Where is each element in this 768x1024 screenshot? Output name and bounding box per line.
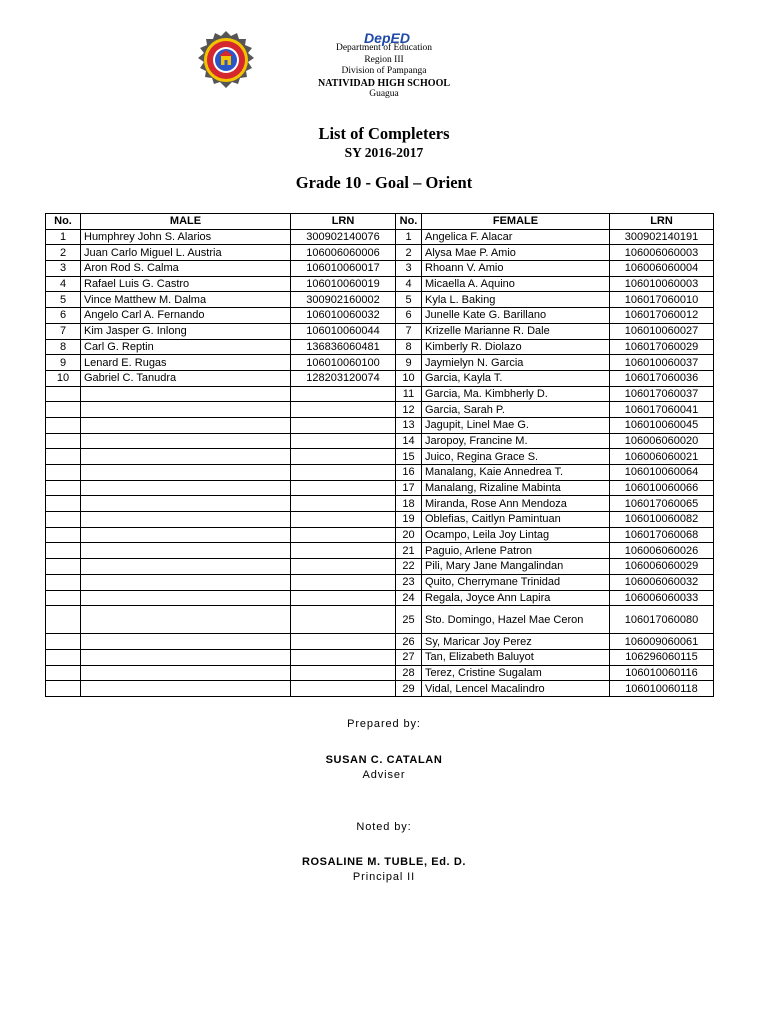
male-lrn-cell: 106010060019: [291, 276, 396, 292]
table-row: [46, 386, 714, 402]
section-title: Grade 10 - Goal – Orient: [295, 173, 473, 192]
female-no-cell: 13: [396, 417, 422, 433]
male-name-cell: Kim Jasper G. Inlong: [81, 323, 291, 339]
male-lrn-cell: 106010060044: [291, 323, 396, 339]
male-name-cell: [81, 417, 291, 433]
female-no-cell: 21: [396, 543, 422, 559]
male-name-cell: [81, 496, 291, 512]
female-name-cell: Angelica F. Alacar: [422, 229, 610, 245]
male-name-cell: [81, 574, 291, 590]
table-row: [46, 449, 714, 465]
female-name-cell: Miranda, Rose Ann Mendoza: [422, 496, 610, 512]
noted-by-label: Noted by:: [356, 821, 412, 833]
male-lrn-cell: [291, 433, 396, 449]
male-no-cell: [46, 449, 81, 465]
table-row: [46, 465, 714, 481]
male-no-cell: 3: [46, 261, 81, 277]
female-name-cell: Pili, Mary Jane Mangalindan: [422, 559, 610, 575]
header-no-female: No.: [396, 214, 422, 230]
adviser-role: Adviser: [362, 769, 406, 781]
header-line-department: Department of Education: [335, 43, 433, 53]
female-lrn-cell: 106006060021: [610, 449, 714, 465]
female-lrn-cell: 300902140191: [610, 229, 714, 245]
female-lrn-cell: 106006060004: [610, 261, 714, 277]
female-lrn-cell: 106010060116: [610, 665, 714, 681]
female-name-cell: Rhoann V. Amio: [422, 261, 610, 277]
male-name-cell: Rafael Luis G. Castro: [81, 276, 291, 292]
female-name-cell: Krizelle Marianne R. Dale: [422, 323, 610, 339]
female-no-cell: 24: [396, 590, 422, 606]
header-male: MALE: [81, 214, 291, 230]
female-lrn-cell: 106017060012: [610, 308, 714, 324]
table-row: [46, 355, 714, 371]
male-lrn-cell: [291, 606, 396, 634]
header-no-male: No.: [46, 214, 81, 230]
female-no-cell: 25: [396, 606, 422, 634]
header-lrn-female: LRN: [610, 214, 714, 230]
female-lrn-cell: 106010060003: [610, 276, 714, 292]
male-no-cell: [46, 649, 81, 665]
male-no-cell: 6: [46, 308, 81, 324]
female-lrn-cell: 106017060041: [610, 402, 714, 418]
male-no-cell: [46, 543, 81, 559]
male-name-cell: [81, 559, 291, 575]
female-lrn-cell: 106006060003: [610, 245, 714, 261]
completers-table: [45, 213, 714, 697]
male-lrn-cell: [291, 649, 396, 665]
male-name-cell: [81, 512, 291, 528]
female-no-cell: 22: [396, 559, 422, 575]
table-row: [46, 417, 714, 433]
female-name-cell: Kimberly R. Diolazo: [422, 339, 610, 355]
male-lrn-cell: 106010060017: [291, 261, 396, 277]
female-lrn-cell: 106017060080: [610, 606, 714, 634]
female-name-cell: Alysa Mae P. Amio: [422, 245, 610, 261]
female-lrn-cell: 106017060010: [610, 292, 714, 308]
female-no-cell: 5: [396, 292, 422, 308]
female-name-cell: Juico, Regina Grace S.: [422, 449, 610, 465]
male-lrn-cell: [291, 465, 396, 481]
male-no-cell: 8: [46, 339, 81, 355]
male-lrn-cell: 136836060481: [291, 339, 396, 355]
female-name-cell: Quito, Cherrymane Trinidad: [422, 574, 610, 590]
male-lrn-cell: 106010060100: [291, 355, 396, 371]
female-lrn-cell: 106010060045: [610, 417, 714, 433]
male-no-cell: [46, 386, 81, 402]
male-name-cell: Lenard E. Rugas: [81, 355, 291, 371]
female-lrn-cell: 106017060029: [610, 339, 714, 355]
male-name-cell: Carl G. Reptin: [81, 339, 291, 355]
female-no-cell: 20: [396, 527, 422, 543]
table-row: [46, 681, 714, 697]
table-row: [46, 276, 714, 292]
female-lrn-cell: 106017060037: [610, 386, 714, 402]
male-name-cell: Gabriel C. Tanudra: [81, 370, 291, 386]
male-no-cell: [46, 433, 81, 449]
male-name-cell: [81, 433, 291, 449]
male-name-cell: [81, 590, 291, 606]
male-no-cell: [46, 574, 81, 590]
female-name-cell: Micaella A. Aquino: [422, 276, 610, 292]
male-no-cell: [46, 665, 81, 681]
female-no-cell: 26: [396, 634, 422, 650]
male-name-cell: Vince Matthew M. Dalma: [81, 292, 291, 308]
male-no-cell: [46, 527, 81, 543]
female-name-cell: Jagupit, Linel Mae G.: [422, 417, 610, 433]
table-row: [46, 496, 714, 512]
male-name-cell: Humphrey John S. Alarios: [81, 229, 291, 245]
male-name-cell: [81, 634, 291, 650]
female-name-cell: Paguio, Arlene Patron: [422, 543, 610, 559]
male-no-cell: [46, 465, 81, 481]
male-name-cell: [81, 681, 291, 697]
male-no-cell: [46, 402, 81, 418]
female-no-cell: 8: [396, 339, 422, 355]
male-lrn-cell: 300902160002: [291, 292, 396, 308]
male-lrn-cell: [291, 512, 396, 528]
female-name-cell: Ocampo, Leila Joy Lintag: [422, 527, 610, 543]
male-name-cell: [81, 480, 291, 496]
female-lrn-cell: 106010060066: [610, 480, 714, 496]
male-lrn-cell: [291, 559, 396, 575]
female-lrn-cell: 106010060027: [610, 323, 714, 339]
male-no-cell: [46, 512, 81, 528]
female-name-cell: Sto. Domingo, Hazel Mae Ceron: [422, 606, 610, 634]
female-lrn-cell: 106010060082: [610, 512, 714, 528]
male-lrn-cell: 106010060032: [291, 308, 396, 324]
male-lrn-cell: [291, 480, 396, 496]
table-row: [46, 292, 714, 308]
male-name-cell: [81, 665, 291, 681]
female-lrn-cell: 106010060064: [610, 465, 714, 481]
female-lrn-cell: 106017060065: [610, 496, 714, 512]
table-row: [46, 339, 714, 355]
male-name-cell: Angelo Carl A. Fernando: [81, 308, 291, 324]
male-lrn-cell: [291, 665, 396, 681]
table-row: [46, 543, 714, 559]
female-name-cell: Vidal, Lencel Macalindro: [422, 681, 610, 697]
female-no-cell: 15: [396, 449, 422, 465]
table-row: [46, 649, 714, 665]
male-lrn-cell: 128203120074: [291, 370, 396, 386]
female-no-cell: 3: [396, 261, 422, 277]
female-no-cell: 10: [396, 370, 422, 386]
male-no-cell: [46, 559, 81, 575]
female-name-cell: Manalang, Kaie Annedrea T.: [422, 465, 610, 481]
male-no-cell: 7: [46, 323, 81, 339]
male-no-cell: [46, 480, 81, 496]
document-title: List of Completers: [318, 124, 450, 143]
table-row: [46, 308, 714, 324]
table-row: [46, 229, 714, 245]
male-name-cell: [81, 527, 291, 543]
male-no-cell: 4: [46, 276, 81, 292]
header-town: Guagua: [369, 89, 399, 99]
table-row: [46, 590, 714, 606]
female-lrn-cell: 106006060029: [610, 559, 714, 575]
female-no-cell: 16: [396, 465, 422, 481]
female-lrn-cell: 106006060032: [610, 574, 714, 590]
table-row: [46, 433, 714, 449]
principal-name: ROSALINE M. TUBLE, Ed. D.: [301, 856, 467, 868]
school-year: SY 2016-2017: [344, 145, 424, 160]
female-name-cell: Manalang, Rizaline Mabinta: [422, 480, 610, 496]
female-name-cell: Regala, Joyce Ann Lapira: [422, 590, 610, 606]
female-no-cell: 27: [396, 649, 422, 665]
female-lrn-cell: 106006060026: [610, 543, 714, 559]
table-body: [46, 229, 714, 696]
female-lrn-cell: 106006060020: [610, 433, 714, 449]
female-no-cell: 23: [396, 574, 422, 590]
female-no-cell: 12: [396, 402, 422, 418]
female-no-cell: 18: [396, 496, 422, 512]
male-no-cell: [46, 496, 81, 512]
female-name-cell: Junelle Kate G. Barillano: [422, 308, 610, 324]
male-no-cell: [46, 681, 81, 697]
female-no-cell: 17: [396, 480, 422, 496]
male-lrn-cell: [291, 496, 396, 512]
table-row: [46, 402, 714, 418]
male-lrn-cell: [291, 449, 396, 465]
female-name-cell: Garcia, Kayla T.: [422, 370, 610, 386]
table-row: [46, 480, 714, 496]
male-lrn-cell: [291, 417, 396, 433]
male-lrn-cell: [291, 574, 396, 590]
male-name-cell: [81, 449, 291, 465]
male-name-cell: [81, 649, 291, 665]
male-lrn-cell: [291, 402, 396, 418]
male-no-cell: [46, 590, 81, 606]
table-row: [46, 527, 714, 543]
female-no-cell: 14: [396, 433, 422, 449]
table-row: [46, 323, 714, 339]
female-name-cell: Sy, Maricar Joy Perez: [422, 634, 610, 650]
header-line-division: Division of Pampanga: [341, 66, 427, 76]
female-name-cell: Jaymielyn N. Garcia: [422, 355, 610, 371]
adviser-name: SUSAN C. CATALAN: [325, 754, 443, 766]
male-name-cell: [81, 386, 291, 402]
prepared-by-label: Prepared by:: [347, 718, 421, 730]
table-row: [46, 512, 714, 528]
male-name-cell: [81, 465, 291, 481]
male-no-cell: [46, 417, 81, 433]
header-lrn-male: LRN: [291, 214, 396, 230]
table-row: [46, 559, 714, 575]
letterhead: [0, 30, 768, 100]
female-no-cell: 1: [396, 229, 422, 245]
female-lrn-cell: 106009060061: [610, 634, 714, 650]
female-lrn-cell: 106010060037: [610, 355, 714, 371]
male-name-cell: [81, 543, 291, 559]
table-row: [46, 245, 714, 261]
female-no-cell: 9: [396, 355, 422, 371]
female-name-cell: Terez, Cristine Sugalam: [422, 665, 610, 681]
female-name-cell: Kyla L. Baking: [422, 292, 610, 308]
female-name-cell: Jaropoy, Francine M.: [422, 433, 610, 449]
male-no-cell: [46, 634, 81, 650]
female-no-cell: 2: [396, 245, 422, 261]
female-no-cell: 6: [396, 308, 422, 324]
female-name-cell: Oblefias, Caitlyn Pamintuan: [422, 512, 610, 528]
female-lrn-cell: 106010060118: [610, 681, 714, 697]
deped-logo-text: DepED: [364, 30, 410, 46]
female-no-cell: 29: [396, 681, 422, 697]
male-lrn-cell: [291, 634, 396, 650]
male-no-cell: 5: [46, 292, 81, 308]
header-school-name: NATIVIDAD HIGH SCHOOL: [317, 77, 451, 89]
principal-role: Principal II: [352, 871, 416, 883]
male-no-cell: 1: [46, 229, 81, 245]
female-no-cell: 11: [396, 386, 422, 402]
male-name-cell: Aron Rod S. Calma: [81, 261, 291, 277]
male-no-cell: [46, 606, 81, 634]
male-lrn-cell: [291, 681, 396, 697]
table-row: [46, 261, 714, 277]
table-header-row: [46, 214, 714, 230]
female-no-cell: 4: [396, 276, 422, 292]
header-female: FEMALE: [422, 214, 610, 230]
female-lrn-cell: 106017060036: [610, 370, 714, 386]
header-line-region: Region III: [364, 54, 404, 65]
table-row: [46, 634, 714, 650]
male-no-cell: 10: [46, 370, 81, 386]
male-lrn-cell: [291, 386, 396, 402]
female-no-cell: 7: [396, 323, 422, 339]
female-name-cell: Tan, Elizabeth Baluyot: [422, 649, 610, 665]
male-name-cell: [81, 606, 291, 634]
female-no-cell: 19: [396, 512, 422, 528]
male-name-cell: Juan Carlo Miguel L. Austria: [81, 245, 291, 261]
female-no-cell: 28: [396, 665, 422, 681]
male-lrn-cell: [291, 590, 396, 606]
female-name-cell: Garcia, Sarah P.: [422, 402, 610, 418]
male-no-cell: 2: [46, 245, 81, 261]
male-lrn-cell: 106006060006: [291, 245, 396, 261]
female-lrn-cell: 106017060068: [610, 527, 714, 543]
table-row: [46, 370, 714, 386]
male-lrn-cell: [291, 527, 396, 543]
female-lrn-cell: 106006060033: [610, 590, 714, 606]
table-row: [46, 606, 714, 634]
female-name-cell: Garcia, Ma. Kimbherly D.: [422, 386, 610, 402]
male-lrn-cell: [291, 543, 396, 559]
table-row: [46, 574, 714, 590]
table-row: [46, 665, 714, 681]
male-lrn-cell: 300902140076: [291, 229, 396, 245]
male-no-cell: 9: [46, 355, 81, 371]
male-name-cell: [81, 402, 291, 418]
female-lrn-cell: 106296060115: [610, 649, 714, 665]
